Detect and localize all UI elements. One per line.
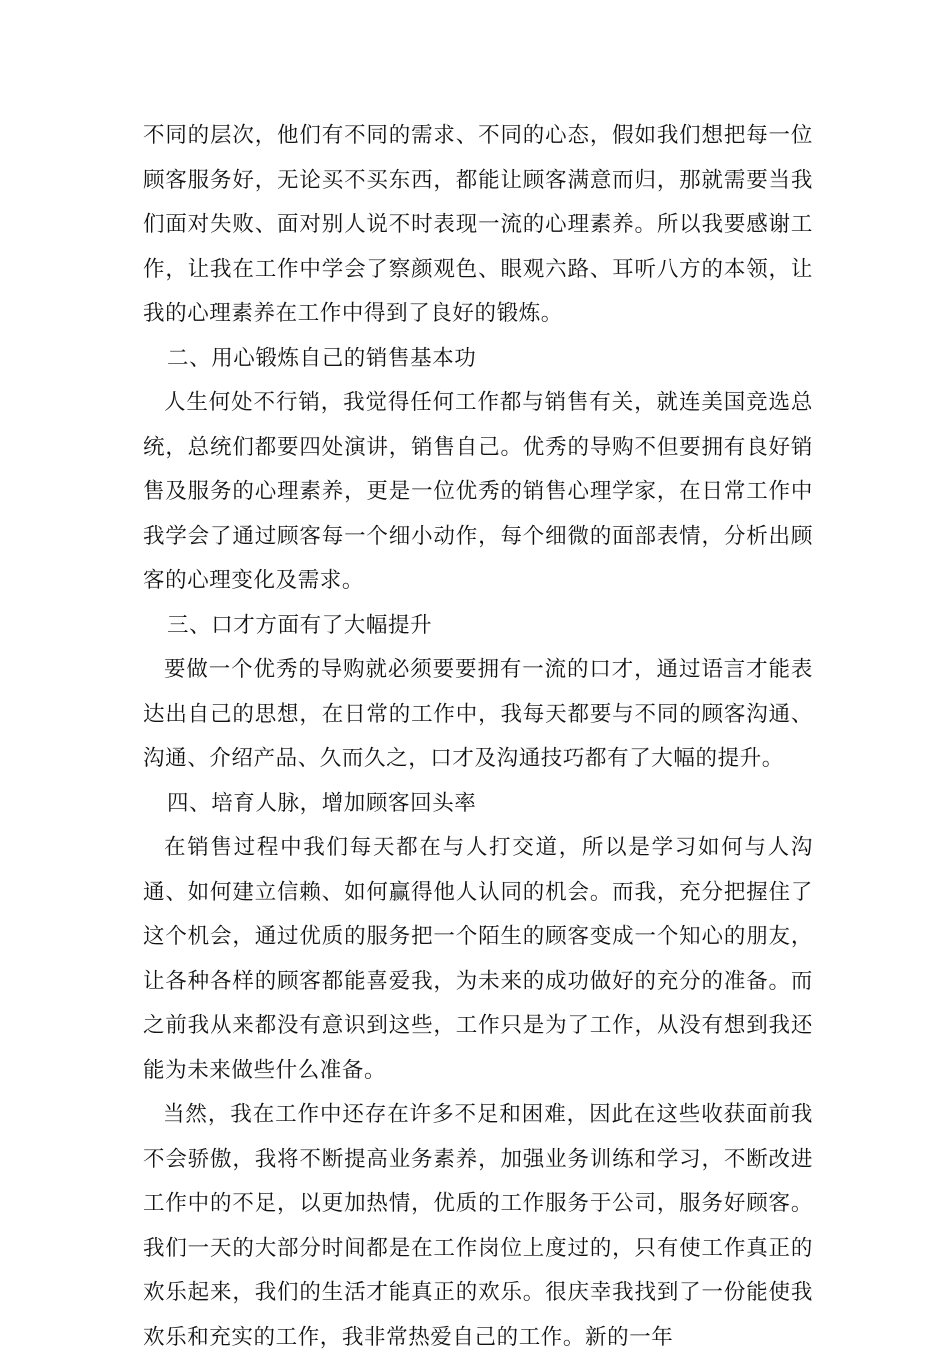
paragraph-intro-continuation: 不同的层次，他们有不同的需求、不同的心态，假如我们想把每一位顾客服务好，无论买不买东西，都能让顾客满意而归，那就需要当我们面对失败、面对别人说不时表现一流的心理素养。所以我要感谢工作，让我在工作中学会了察颜观色、眼观六路、耳听八方的本领，让我的心理素养在工作中得到了良好的锻炼。	[143, 123, 813, 326]
paragraph-eloquence: 要做一个优秀的导购就必须要要拥有一流的口才，通过语言才能表达出自己的思想，在日常的工作中，我每天都要与不同的顾客沟通、沟通、介绍产品、久而久之，口才及沟通技巧都有了大幅的提升。	[143, 657, 813, 771]
paragraph-network: 在销售过程中我们每天都在与人打交道，所以是学习如何与人沟通、如何建立信赖、如何赢得他人认同的机会。而我，充分把握住了这个机会，通过优质的服务把一个陌生的顾客变成一个知心的朋友，让各种各样的顾客都能喜爱我，为未来的成功做好的充分的准备。而之前我从来都没有意识到这些，工作只是为了工作，从没有想到我还能为未来做些什么准备。	[143, 835, 813, 1083]
section-heading-network: 四、培育人脉，增加顾客回头率	[167, 790, 477, 816]
section-heading-sales-skills: 二、用心锻炼自己的销售基本功	[167, 345, 477, 371]
document-body	[143, 114, 813, 1360]
paragraph-conclusion: 当然，我在工作中还存在许多不足和困难，因此在这些收获面前我不会骄傲，我将不断提高业务素养，加强业务训练和学习，不断改进工作中的不足，以更加热情，优质的工作服务于公司，服务好顾客。我们一天的大部分时间都是在工作岗位上度过的，只有使工作真正的欢乐起来，我们的生活才能真正的欢乐。很庆幸我找到了一份能使我欢乐和充实的工作，我非常热爱自己的工作。新的一年	[143, 1102, 813, 1350]
paragraph-sales-skills: 人生何处不行销，我觉得任何工作都与销售有关，就连美国竞选总统，总统们都要四处演讲，销售自己。优秀的导购不但要拥有良好销售及服务的心理素养，更是一位优秀的销售心理学家，在日常工作中我学会了通过顾客每一个细小动作，每个细微的面部表情，分析出顾客的心理变化及需求。	[143, 390, 813, 593]
section-heading-eloquence: 三、口才方面有了大幅提升	[167, 612, 433, 638]
